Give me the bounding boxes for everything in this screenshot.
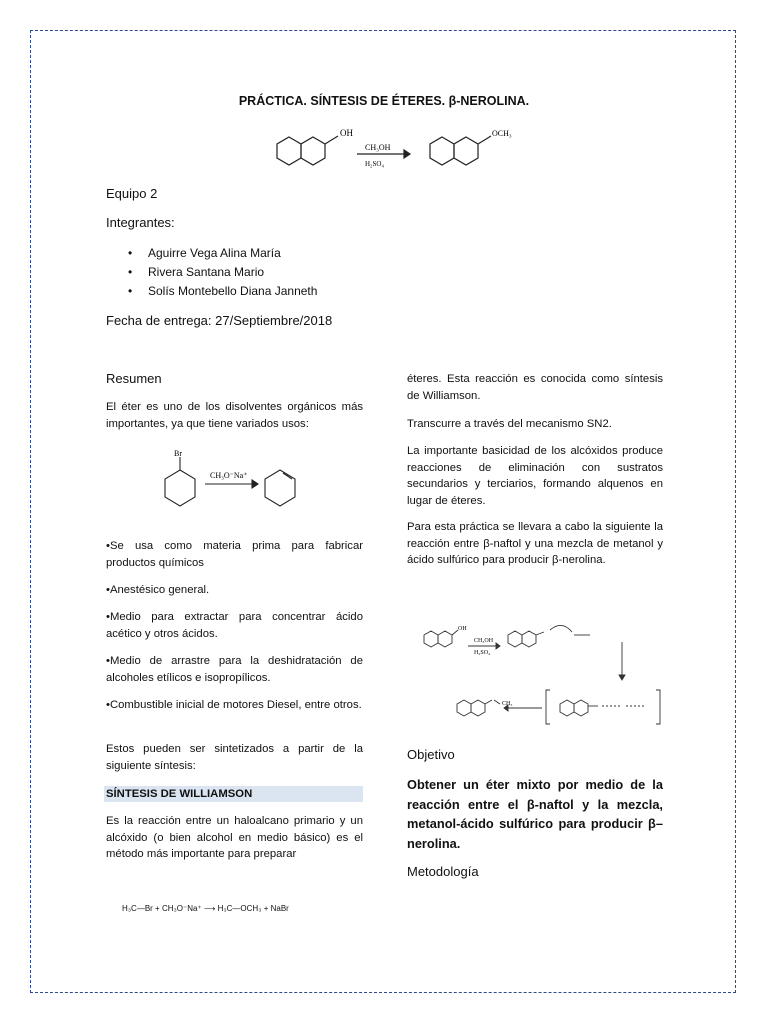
members-list (124, 244, 317, 301)
eq-product-1: H₃C—OCH₃ (217, 904, 262, 913)
member-item: • Aguirre Vega Alina María (124, 244, 317, 263)
team-label: Equipo 2 (106, 186, 158, 201)
bromo-label: Br (174, 449, 182, 458)
mech-reagent-bottom: H₂SO₄ (474, 650, 491, 656)
synthesis-intro: Estos pueden ser sintetizados a partir de la siguiente síntesis: (106, 743, 363, 772)
resumen-intro: El éter es uno de los disolventes orgánicos más importantes, ya que tiene variados usos: (106, 401, 363, 430)
top-reaction-scheme (262, 118, 522, 180)
practice-text: Para esta práctica se llevara a cabo la siguiente la reacción entre β-naftol y una mezcla de metanol y ácido sulfúrico para producir β-nerolina. (407, 521, 663, 566)
metodologia-heading: Metodología (407, 864, 479, 879)
mech-reagent-top: CH₃OH (474, 638, 494, 644)
williamson-text: Es la reacción entre un haloalcano primario y un alcóxido (o bien alcohol en medio básico) es el método más importante para preparar (106, 815, 363, 860)
eq-reactant-2: CH₃O⁻Na⁺ (161, 904, 202, 913)
mech-oh-label: OH (458, 626, 467, 632)
member-item: • Rivera Santana Mario (124, 263, 317, 282)
reagent-bottom-label: H₂SO₄ (365, 160, 384, 168)
members-heading: Integrantes: (106, 215, 175, 230)
mech-product-label: CH₃ (502, 701, 513, 707)
williamson-heading: SÍNTESIS DE WILLIAMSON (104, 786, 363, 802)
reagent-top-label: CH₃OH (365, 143, 391, 152)
mechanism-text: Transcurre a través del mecanismo SN2. (407, 418, 612, 430)
use-item: •Medio de arrastre para la deshidratación de alcoholes etílicos e isopropílicos. (106, 655, 363, 684)
basicity-text: La importante basicidad de los alcóxidos produce reacciones de eliminación con sustratos secundarios y terciarios, formando alquenos en lugar de éteres. (407, 445, 663, 507)
use-item: •Medio para extractar para concentrar ácido acético y otros ácidos. (106, 611, 363, 640)
williamson-equation (122, 904, 289, 913)
objetivo-text: Obtener un éter mixto por medio de la reacción entre el β-naftol y la mezcla, metanol-ácido sulfúrico para producir β–nerolina. (407, 777, 663, 851)
delivery-date: Fecha de entrega: 27/Septiembre/2018 (106, 313, 333, 328)
elimination-scheme (150, 448, 330, 514)
resumen-heading: Resumen (106, 371, 162, 386)
methoxy-label: OCH₃ (492, 129, 512, 138)
alkoxide-label: CH₃O⁻Na⁺ (210, 471, 248, 480)
page-title: PRÁCTICA. SÍNTESIS DE ÉTERES. β-NEROLINA. (238, 94, 530, 108)
use-item: •Se usa como materia prima para fabricar productos químicos (106, 540, 363, 569)
right-continuation: éteres. Esta reacción es conocida como síntesis de Williamson. (407, 373, 663, 402)
mechanism-scheme (412, 620, 672, 730)
eq-reactant-1: H₃C—Br (122, 904, 153, 913)
use-item: •Anestésico general. (106, 584, 210, 596)
eq-plus: + (155, 904, 160, 913)
objetivo-heading: Objetivo (407, 747, 455, 762)
member-item: • Solís Montebello Diana Janneth (124, 282, 317, 301)
hydroxyl-label: OH (340, 128, 353, 138)
eq-plus: + (263, 904, 269, 913)
use-item: •Combustible inicial de motores Diesel, entre otros. (106, 699, 362, 711)
eq-arrow: ⟶ (203, 904, 216, 913)
eq-product-2: NaBr (270, 904, 289, 913)
